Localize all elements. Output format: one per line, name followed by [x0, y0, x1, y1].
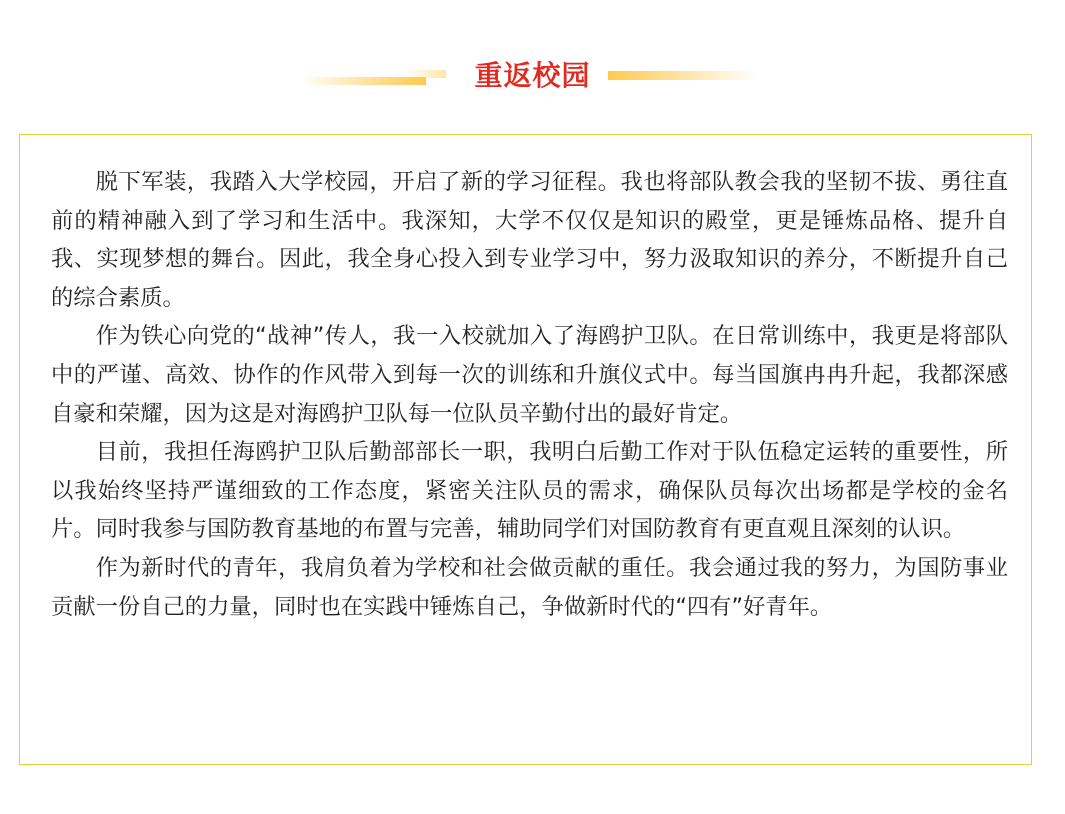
title-decoration-right — [608, 68, 758, 82]
decoration-bar — [608, 71, 758, 80]
page-title: 重返校园 — [474, 59, 591, 92]
paragraph-2: 作为铁心向党的“战神”传人，我一入校就加入了海鸥护卫队。在日常训练中，我更是将部队中的严谨、高效、协作的作风带入到每一次的训练和升旗仪式中。每当国旗冉冉升起，我都深感自豪和荣耀，因为这是对海鸥护卫队每一位队员辛勤付出的最好肯定。 — [51, 323, 1008, 427]
paragraph-1: 脱下军装，我踏入大学校园，开启了新的学习征程。我也将部队教会我的坚韧不拔、勇往直前的精神融入到了学习和生活中。我深知，大学不仅仅是知识的殿堂，更是锤炼品格、提升自我、实现梦想的舞台。因此，我全身心投入到专业学习中，努力汲取知识的养分，不断提升自己的综合素质。 — [51, 169, 1008, 311]
article-body — [51, 163, 1008, 626]
paragraph-3: 目前，我担任海鸥护卫队后勤部部长一职，我明白后勤工作对于队伍稳定运转的重要性，所以我始终坚持严谨细致的工作态度，紧密关注队员的需求，确保队员每次出场都是学校的金名片。同时我参与国防教育基地的布置与完善，辅助同学们对国防教育有更直观且深刻的认识。 — [51, 439, 1008, 543]
paragraph-4: 作为新时代的青年，我肩负着为学校和社会做贡献的重任。我会通过我的努力，为国防事业贡献一份自己的力量，同时也在实践中锤炼自己，争做新时代的“四有”好青年。 — [51, 554, 1008, 620]
section-header — [0, 52, 1065, 102]
article-box — [19, 134, 1032, 765]
